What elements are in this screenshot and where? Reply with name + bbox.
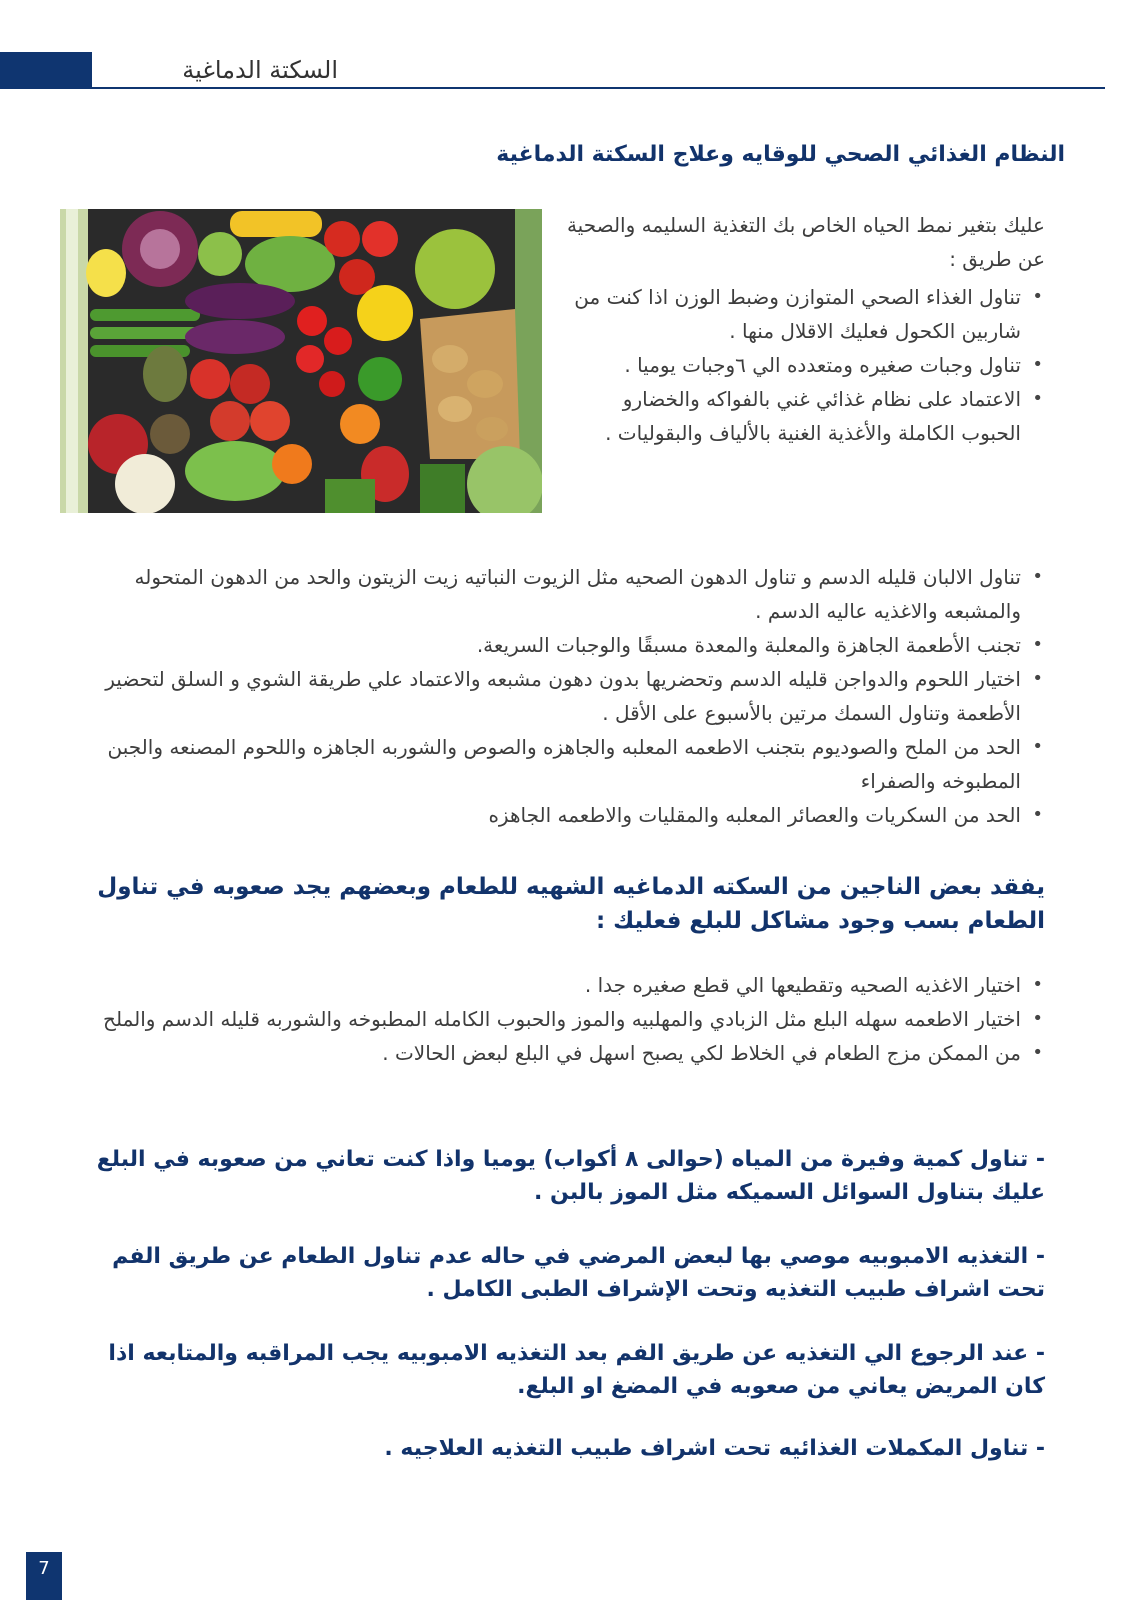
list-item: • الحد من السكريات والعصائر المعلبه والمقليات والاطعمه الجاهزه xyxy=(85,798,1045,832)
intro-paragraph: عليك بتغير نمط الحياه الخاص بك التغذية السليمه والصحية عن طريق : xyxy=(566,213,1045,271)
supplements-paragraph: - تناول المكملات الغذائيه تحت اشراف طبيب التغذيه العلاجيه . xyxy=(384,1436,1045,1461)
list-item: • اختيار الاطعمه سهله البلع مثل الزبادي والمهلبيه والموز والحبوب الكامله المطبوخه والشوربه قليله الدسم والملح xyxy=(85,1002,1045,1036)
section-title: النظام الغذائي الصحي للوقايه وعلاج السكتة الدماغية xyxy=(496,142,1065,167)
vegetables-photo xyxy=(60,209,542,513)
diet-list-full-width xyxy=(85,560,1045,832)
list-item: • اختيار اللحوم والدواجن قليله الدسم وتحضريها بدون دهون مشبعه والاعتماد علي طريقة الشوي و السلق لتحضير الأطعمة وتناول السمك مرتين بالأسبوع على الأقل . xyxy=(85,662,1045,730)
header-accent-block xyxy=(0,52,92,88)
vegetables-illustration xyxy=(60,209,542,513)
list-item: • تناول الالبان قليله الدسم و تناول الدهون الصحيه مثل الزيوت النباتيه زيت الزيتون والحد من الدهون المتحوله والمشبعه والاغذيه عاليه الدسم . xyxy=(85,560,1045,628)
page-number: 7 xyxy=(26,1552,62,1600)
list-item: • تناول الغذاء الصحي المتوازن وضبط الوزن اذا كنت من شاربين الكحول فعليك الاقلال منها . xyxy=(565,280,1045,348)
list-item: • تناول وجبات صغيره ومتعدده الي ٦وجبات يوميا . xyxy=(565,348,1045,382)
running-header-title: السكتة الدماغية xyxy=(182,56,338,84)
return-oral-feeding-paragraph: - عند الرجوع الي التغذيه عن طريق الفم بعد التغذيه الامبوبيه يجب المراقبه والمتابعه اذا كان المريض يعاني من صعوبه في المضغ او البلع. xyxy=(108,1341,1045,1399)
swallowing-list xyxy=(85,968,1045,1070)
list-item: • تجنب الأطعمة الجاهزة والمعلبة والمعدة مسبقًا والوجبات السريعة. xyxy=(85,628,1045,662)
swallowing-subheading: يفقد بعض الناجين من السكته الدماغيه الشهيه للطعام وبعضهم يجد صعوبه في تناول الطعام بسب وجود مشاكل للبلع فعليك : xyxy=(97,874,1045,934)
list-item: • اختيار الاغذيه الصحيه وتقطيعها الي قطع صغيره جدا . xyxy=(85,968,1045,1002)
list-item: • من الممكن مزج الطعام في الخلاط لكي يصبح اسهل في البلع لبعض الحالات . xyxy=(85,1036,1045,1070)
tube-feeding-paragraph: - التغذيه الامبوبيه موصي بها لبعض المرضي في حاله عدم تناول الطعام عن طريق الفم تحت اشراف طبيب التغذيه وتحت الإشراف الطبى الكامل . xyxy=(112,1244,1045,1302)
water-intake-paragraph: - تناول كمية وفيرة من المياه (حوالى ٨ أكواب) يوميا واذا كنت تعاني من صعوبه في البلع عليك بتناول السوائل السميكه مثل الموز بالبن . xyxy=(96,1147,1045,1205)
list-item: • الاعتماد على نظام غذائي غني بالفواكه والخضارو الحبوب الكاملة والأغذية الغنية بالألياف والبقوليات . xyxy=(565,382,1045,450)
list-item: • الحد من الملح والصوديوم بتجنب الاطعمه المعلبه والجاهزه والصوص والشوربه الجاهزه واللحوم المصنعه والجبن المطبوخه والصفراء xyxy=(85,730,1045,798)
diet-list-beside-photo xyxy=(565,280,1045,450)
